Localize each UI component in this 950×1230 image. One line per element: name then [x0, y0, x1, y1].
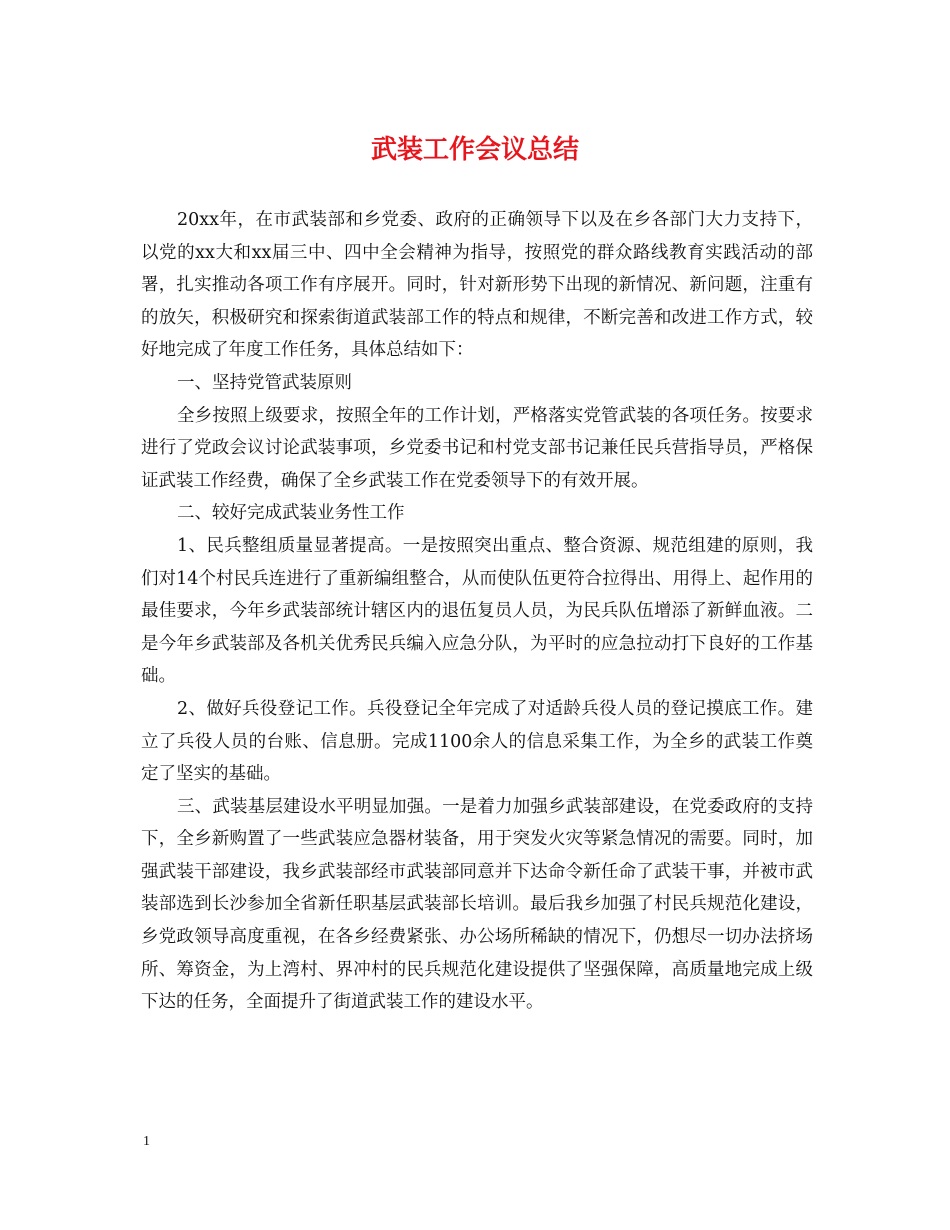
document-body — [141, 204, 813, 1019]
paragraph-militia-reorganization: 1、民兵整组质量显著提高。一是按照突出重点、整合资源、规范组建的原则，我们对14个村民兵连进行了重新编组整合，从而使队伍更符合拉得出、用得上、起作用的最佳要求，今年乡武装部统计辖区内的退伍复员人员，为民兵队伍增添了新鲜血液。二是今年乡武装部及各机关优秀民兵编入应急分队，为平时的应急拉动打下良好的工作基础。 — [141, 535, 813, 687]
paragraph-section-1: 全乡按照上级要求，按照全年的工作计划，严格落实党管武装的各项任务。按要求进行了党政会议讨论武装事项，乡党委书记和村党支部书记兼任民兵营指导员，严格保证武装工作经费，确保了全乡武装工作在党委领导下的有效开展。 — [141, 405, 813, 491]
paragraph-military-registration: 2、做好兵役登记工作。兵役登记全年完成了对适龄兵役人员的登记摸底工作。建立了兵役人员的台账、信息册。完成1100余人的信息采集工作，为全乡的武装工作奠定了坚实的基础。 — [141, 698, 813, 785]
section-heading-1: 一、坚持党管武装原则 — [177, 372, 352, 393]
paragraph-grassroots-construction: 三、武装基层建设水平明显加强。一是着力加强乡武装部建设，在党委政府的支持下，全乡新购置了一些武装应急器材装备，用于突发火灾等紧急情况的需要。同时，加强武装干部建设，我乡武装部经市武装部同意并下达命令新任命了武装干事，并被市武装部选到长沙参加全省新任职基层武装部长培训。最后我乡加强了村民兵规范化建设，乡党政领导高度重视，在各乡经费紧张、办公场所稀缺的情况下，仍想尽一切办法挤场所、筹资金，为上湾村、界冲村的民兵规范化建设提供了坚强保障，高质量地完成上级下达的任务，全面提升了街道武装工作的建设水平。 — [141, 796, 813, 1013]
section-heading-2: 二、较好完成武装业务性工作 — [177, 503, 405, 524]
document-title: 武装工作会议总结 — [370, 135, 579, 165]
paragraph-intro: 20xx年，在市武装部和乡党委、政府的正确领导下以及在乡各部门大力支持下，以党的xx大和xx届三中、四中全会精神为指导，按照党的群众路线教育实践活动的部署，扎实推动各项工作有序展开。同时，针对新形势下出现的新情况、新问题，注重有的放矢，积极研究和探索街道武装部工作的特点和规律，不断完善和改进工作方式，较好地完成了年度工作任务，具体总结如下： — [141, 210, 813, 361]
page-number: 1 — [143, 1134, 150, 1149]
